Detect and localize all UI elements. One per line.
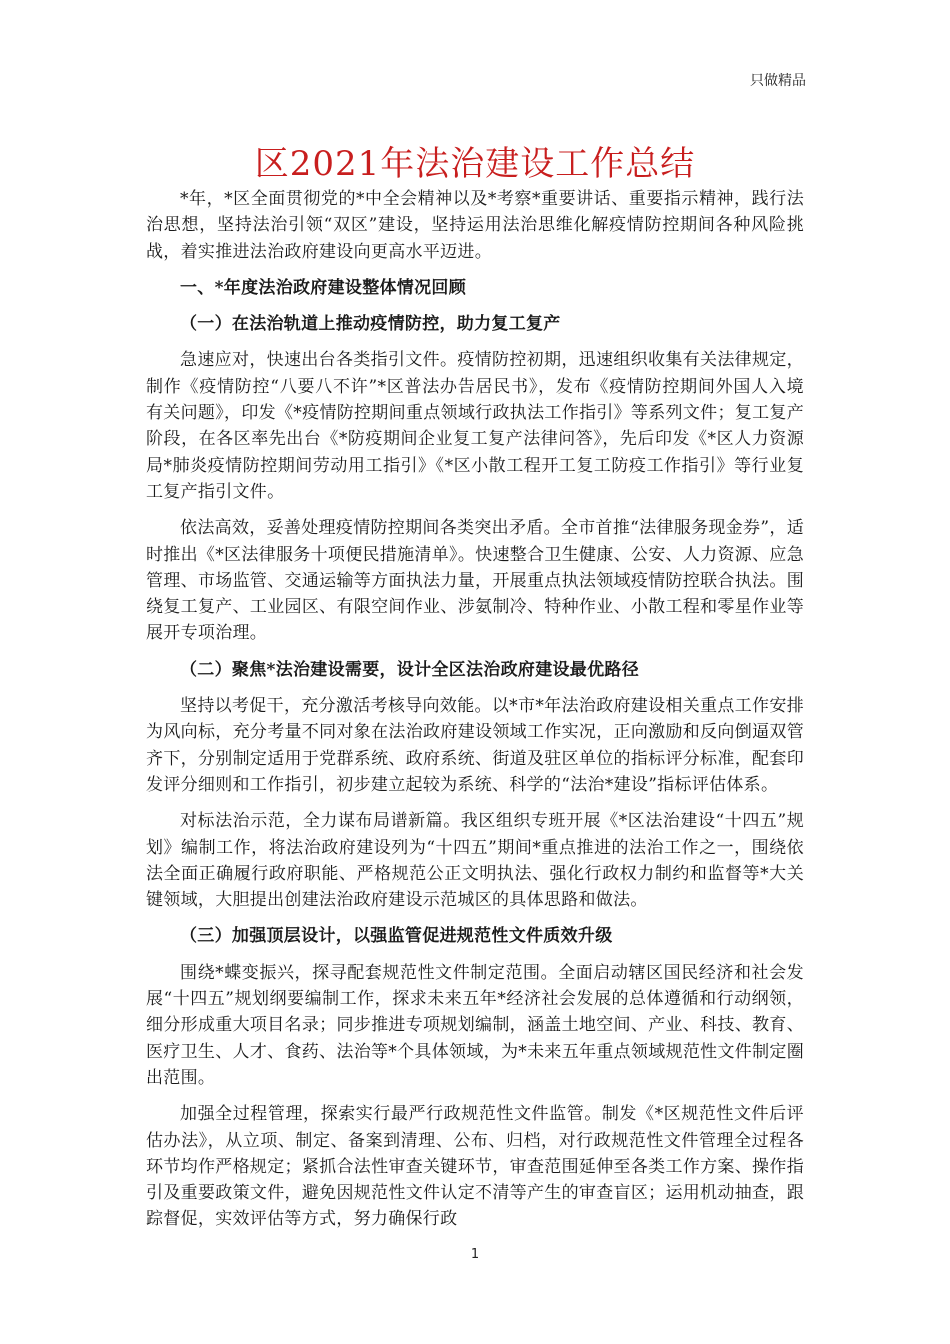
body-paragraph: 急速应对，快速出台各类指引文件。疫情防控初期，迅速组织收集有关法律规定，制作《疫情防控“八要八不许”*区普法办告居民书》，发布《疫情防控期间外国人入境有关问题》，印发《*疫情防控期间重点领域行政执法工作指引》等系列文件；复工复产阶段，在各区率先出台《*防疫期间企业复工复产法律问答》，先后印发《*区人力资源局*肺炎疫情防控期间劳动用工指引》《*区小散工程开工复工防疫工作指引》等行业复工复产指引文件。 xyxy=(146,350,804,502)
body-paragraph: 依法高效，妥善处理疫情防控期间各类突出矛盾。全市首推“法律服务现金券”，适时推出《*区法律服务十项便民措施清单》。快速整合卫生健康、公安、人力资源、应急管理、市场监管、交通运输等方面执法力量，开展重点执法领域疫情防控联合执法。围绕复工复产、工业园区、有限空间作业、涉氨制冷、特种作业、小散工程和零星作业等展开专项治理。 xyxy=(146,518,804,644)
header-note: 只做精品 xyxy=(750,73,806,89)
section-heading: 一、*年度法治政府建设整体情况回顾 xyxy=(180,277,466,298)
page-number: 1 xyxy=(470,1247,480,1262)
body-paragraph: 坚持以考促干，充分激活考核导向效能。以*市*年法治政府建设相关重点工作安排为风向标，充分考量不同对象在法治政府建设领域工作实况，正向激励和反向倒逼双管齐下，分别制定适用于党群系统、政府系统、街道及驻区单位的指标评分标准，配套印发评分细则和工作指引，初步建立起较为系统、科学的“法治*建设”指标评估体系。 xyxy=(146,696,804,795)
body-paragraph: 围绕*蝶变振兴，探寻配套规范性文件制定范围。全面启动辖区国民经济和社会发展“十四五”规划纲要编制工作，探求未来五年*经济社会发展的总体遵循和行动纲领，细分形成重大项目名录；同步推进专项规划编制，涵盖土地空间、产业、科技、教育、医疗卫生、人才、食药、法治等*个具体领域，为*未来五年重点领域规范性文件制定圈出范围。 xyxy=(146,962,804,1088)
subsection-heading: （一）在法治轨道上推动疫情防控，助力复工复产 xyxy=(180,314,561,335)
subsection-heading: （二）聚焦*法治建设需要，设计全区法治政府建设最优路径 xyxy=(180,659,639,680)
subsection-heading: （三）加强顶层设计，以强监管促进规范性文件质效升级 xyxy=(180,926,613,947)
document-title: 区2021年法治建设工作总结 xyxy=(254,144,696,184)
document-body xyxy=(146,186,804,1243)
body-paragraph: 加强全过程管理，探索实行最严行政规范性文件监管。制发《*区规范性文件后评估办法》，从立项、制定、备案到清理、公布、归档，对行政规范性文件管理全过程各环节均作严格规定；紧抓合法性审查关键环节，审查范围延伸至各类工作方案、操作指引及重要政策文件，避免因规范性文件认定不清等产生的审查盲区；运用机动抽查，跟踪督促，实效评估等方式，努力确保行政 xyxy=(146,1104,804,1230)
intro-paragraph: *年，*区全面贯彻党的*中全会精神以及*考察*重要讲话、重要指示精神，践行法治思想，坚持法治引领“双区”建设，坚持运用法治思维化解疫情防控期间各种风险挑战，着实推进法治政府建设向更高水平迈进。 xyxy=(146,189,804,262)
body-paragraph: 对标法治示范，全力谋布局谱新篇。我区组织专班开展《*区法治建设“十四五”规划》编制工作，将法治政府建设列为“十四五”期间*重点推进的法治工作之一，围绕依法全面正确履行政府职能、严格规范公正文明执法、强化行政权力制约和监督等*大关键领域，大胆提出创建法治政府建设示范城区的具体思路和做法。 xyxy=(146,811,804,911)
